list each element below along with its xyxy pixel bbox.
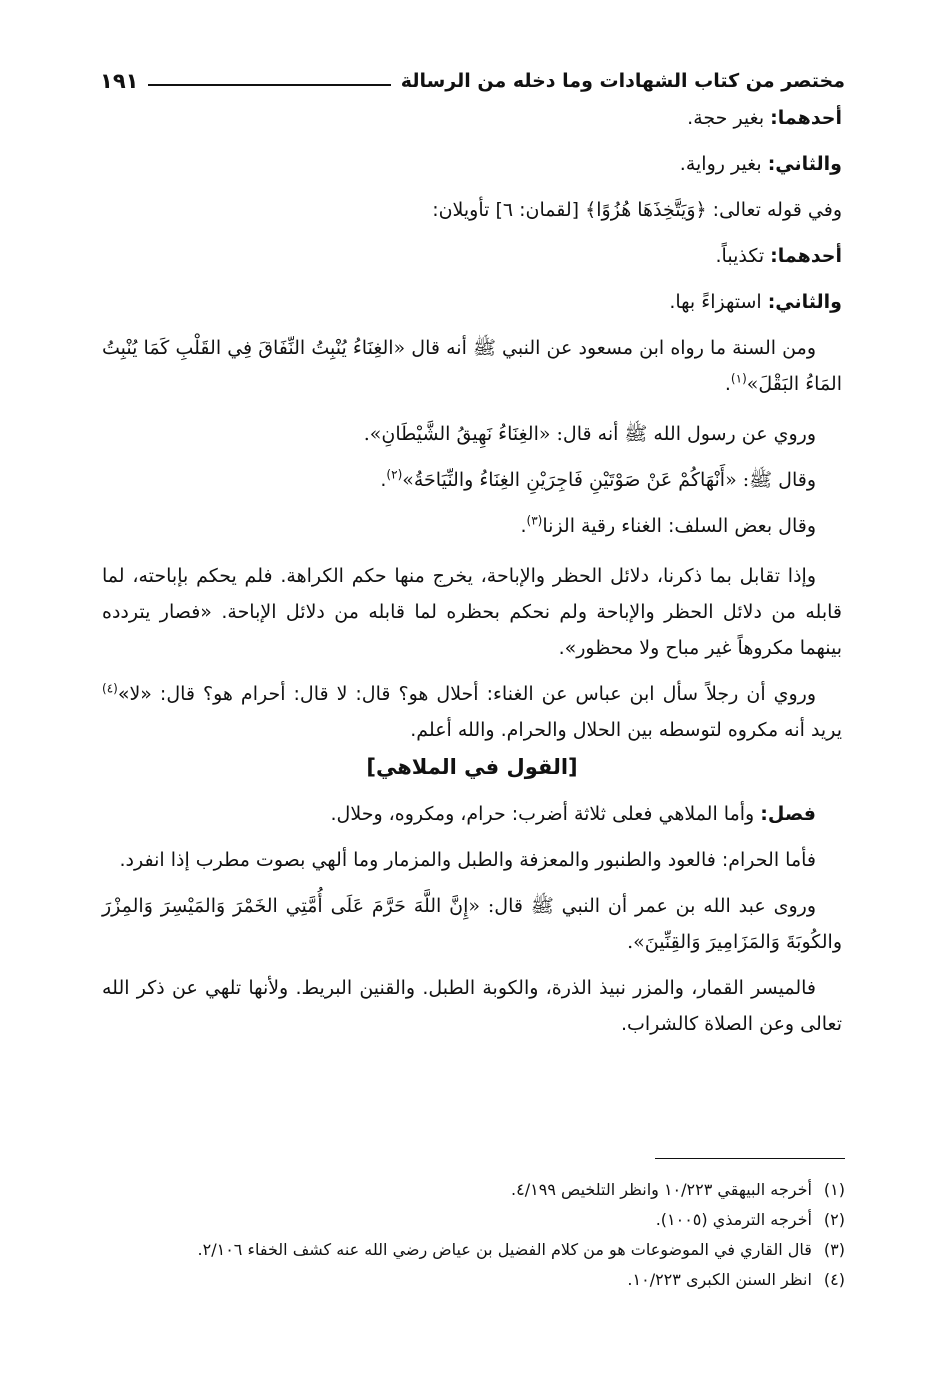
footnote-4 — [100, 1265, 845, 1295]
footnote-ref: (٣) — [526, 513, 543, 528]
paragraph-lead: أحدهما: — [770, 245, 842, 267]
header-title: مختصر من كتاب الشهادات وما دخله من الرسالة — [400, 70, 845, 92]
paragraph-text: تكذيباً. — [715, 245, 771, 267]
paragraph-text: ومن السنة ما رواه ابن مسعود عن النبي ﷺ أنه قال «الغِنَاءُ يُنْبِتُ النِّفَاقَ فِي القَلْبِ كَمَا يُنْبِتُ المَاءُ البَقْلَ» — [102, 337, 842, 395]
paragraph-end: . — [380, 469, 387, 491]
paragraph-text: وأما الملاهي فعلى ثلاثة أضرب: حرام، ومكروه، وحلال. — [330, 803, 761, 825]
paragraph-9 — [102, 508, 842, 544]
footnote-number: (١) — [823, 1180, 845, 1199]
paragraph-14 — [102, 888, 842, 960]
paragraph-lead: والثاني: — [767, 291, 842, 313]
paragraph-4 — [102, 238, 842, 274]
paragraph-6 — [102, 330, 842, 402]
paragraph-7 — [102, 416, 842, 452]
paragraph-15 — [102, 970, 842, 1042]
footnote-text: قال القاري في الموضوعات هو من كلام الفضيل بن عياض رضي الله عنه كشف الخفاء ٢/١٠٦. — [197, 1240, 812, 1259]
paragraph-text: وفي قوله تعالى: ﴿وَيَتَّخِذَهَا هُزُوًا﴾ [لقمان: ٦] تأويلان: — [432, 199, 842, 221]
footnote-text: أخرجه الترمذي (١٠٠٥). — [655, 1210, 812, 1229]
footnote-3 — [100, 1235, 845, 1265]
page-number: ١٩١ — [100, 69, 139, 93]
paragraph-10 — [102, 558, 842, 666]
paragraph-3 — [102, 192, 842, 228]
paragraph-text: وقال ﷺ: «أَنْهَاكُمْ عَنْ صَوْتَيْنِ فَاجِرَيْنِ الغِنَاءُ والنِّيَاحَةُ» — [402, 469, 816, 491]
footnote-number: (٢) — [823, 1210, 845, 1229]
footnote-number: (٤) — [823, 1270, 845, 1289]
paragraph-text: وروي أن رجلاً سأل ابن عباس عن الغناء: أحلال هو؟ قال: لا قال: أحرام هو؟ قال: «لا» — [117, 683, 816, 705]
paragraph-2 — [102, 146, 842, 182]
footnote-text: انظر السنن الكبرى ١٠/٢٢٣. — [627, 1270, 812, 1289]
footnotes — [100, 1175, 845, 1295]
paragraph-13 — [102, 842, 842, 878]
footnote-2 — [100, 1205, 845, 1235]
paragraph-text: فأما الحرام: فالعود والطنبور والمعزفة والطبل والمزمار وما ألهي بصوت مطرب إذا انفرد. — [119, 849, 816, 871]
footnote-ref: (٤) — [102, 681, 118, 696]
paragraph-text: وروي عن رسول الله ﷺ أنه قال: «الغِنَاءُ نَهِيقُ الشَّيْطَانِ». — [363, 423, 816, 445]
paragraph-end: . — [520, 515, 527, 537]
paragraph-text: استهزاءً بها. — [669, 291, 768, 313]
paragraph-lead: فصل: — [760, 803, 816, 825]
paragraph-8 — [102, 462, 842, 498]
section-title: [القول في الملاهي] — [366, 755, 578, 779]
footnote-number: (٣) — [823, 1240, 845, 1259]
paragraph-text: يريد أنه مكروه لتوسطه بين الحلال والحرام. والله أعلم. — [410, 719, 842, 741]
paragraph-text: بغير حجة. — [687, 107, 771, 129]
paragraph-5 — [102, 284, 842, 320]
paragraph-lead: والثاني: — [767, 153, 842, 175]
paragraph-11 — [102, 676, 842, 748]
paragraph-text: بغير رواية. — [679, 153, 768, 175]
paragraph-text: وقال بعض السلف: الغناء رقية الزنا — [542, 515, 816, 537]
paragraph-text: وإذا تقابل بما ذكرنا، دلائل الحظر والإباحة، يخرج منها حكم الكراهة. فلم يحكم بإباحته، لما قابله من دلائل الحظر والإباحة ولم نحكم بحظره لما قابله من دلائل الإباحة. «فصار يتردده بينهما مكروهاً غير مباح ولا محظور». — [102, 565, 842, 659]
footnote-text: أخرجه البيهقي ١٠/٢٢٣ وانظر التلخيص ٤/١٩٩. — [511, 1180, 812, 1199]
footnote-1 — [100, 1175, 845, 1205]
paragraph-end: . — [724, 373, 731, 395]
running-header — [100, 60, 845, 94]
paragraph-12 — [102, 796, 842, 832]
main-text — [102, 100, 842, 1042]
footnote-ref: (١) — [730, 371, 747, 386]
paragraph-1 — [102, 100, 842, 136]
paragraph-text: فالميسر القمار، والمزر نبيذ الذرة، والكوبة الطبل. والقنين البريط. ولأنها تلهي عن ذكر الله تعالى وعن الصلاة كالشراب. — [102, 977, 842, 1035]
paragraph-text: وروى عبد الله بن عمر أن النبي ﷺ قال: «إِنَّ اللَّهَ حَرَّمَ عَلَى أُمَّتِي الخَمْرَ وَالمَيْسِرَ وَالمِزْرَ والكُوبَةَ وَالمَزَامِيرَ وَالقِنِّينَ». — [102, 895, 842, 953]
paragraph-lead: أحدهما: — [770, 107, 842, 129]
footnote-separator — [655, 1158, 845, 1159]
footnote-ref: (٢) — [386, 467, 403, 482]
header-rule — [148, 84, 390, 86]
